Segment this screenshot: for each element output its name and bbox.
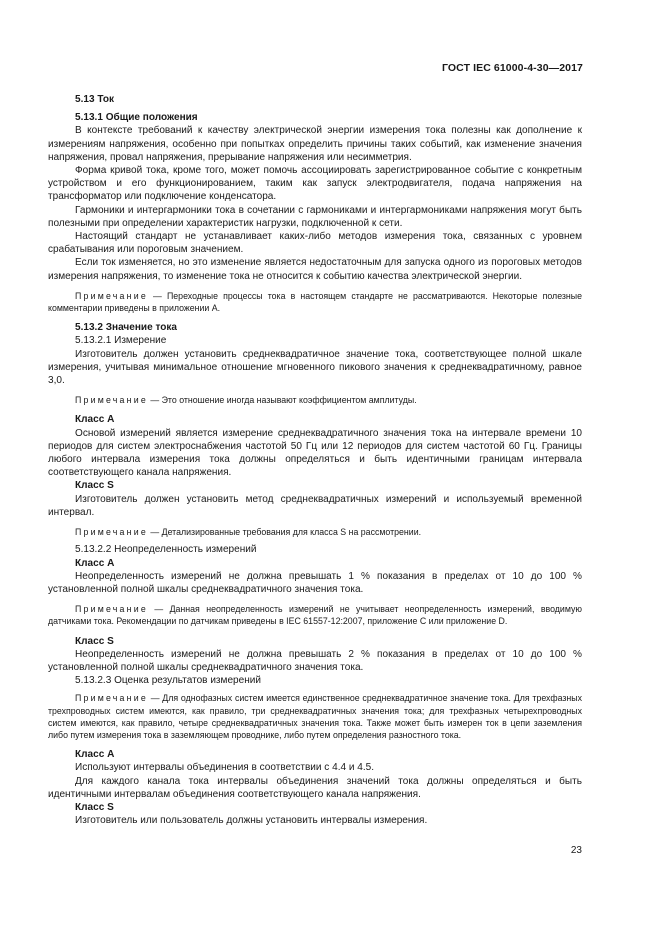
class-heading: Класс S (75, 480, 114, 492)
note-text: — Для однофазных систем имеется единственное среднеквадратичное значение тока. Для трехфазных трехпроводных систем имеются, как правило, три среднеквадратичных значения тока; для трехфазных четырехпроводных систем имеются, как правило, четыре среднеквадратичных значения тока. Также может быть измерен ток в цепи заземления либо путем измерения тока в заземляющем проводнике, либо путем определения разностного тока. (48, 693, 582, 740)
note-label: Примечание (75, 290, 148, 301)
note (48, 394, 582, 406)
subsection-title: 5.13.1 Общие положения (75, 112, 198, 124)
paragraph: Изготовитель должен установить метод среднеквадратичных измерений и используемый временной интервал. (48, 493, 582, 518)
note (48, 290, 582, 314)
paragraph: В контексте требований к качеству электрической энергии измерения тока полезны как дополнение к измерениям напряжения, особенно при попытках определить причины таких событий, как изменение значения напряжения, провал напряжения, прерывание напряжения или несимметрия. (48, 125, 582, 163)
paragraph: Изготовитель или пользователь должны установить интервалы измерения. (75, 815, 428, 827)
paragraph: Гармоники и интергармоники тока в сочетании с гармониками и интергармониками напряжения могут быть полезными при определении характеристик нагрузки, подключенной к сети. (48, 204, 582, 229)
note-label: Примечание (75, 604, 148, 615)
paragraph: Для каждого канала тока интервалы объединения значений тока должны определяться и быть идентичными интервалам объединения соответствующего канала напряжения. (48, 775, 582, 800)
paragraph: Неопределенность измерений не должна превышать 2 % показания в пределах от 10 до 100 % установленной полной шкалы среднеквадратичного значения тока. (48, 648, 582, 673)
note-text: — Детализированные требования для класса S на рассмотрении. (147, 527, 422, 538)
clause-title: 5.13.2.1 Измерение (75, 335, 167, 347)
paragraph: Основой измерений является измерение среднеквадратичного значения тока на интервале времени 10 периодов для систем электроснабжения частотой 50 Гц или 12 периодов для систем частотой 60 Гц. Границы любого интервала измерения тока должны определяться и быть идентичными границам интервала соответствующего канала напряжения. (48, 427, 582, 479)
page-number: 23 (570, 845, 582, 856)
note-text: — Переходные процессы тока в настоящем стандарте не рассматриваются. Некоторые полезные комментарии приведены в приложении А. (48, 290, 582, 314)
note-text: — Это отношение иногда называют коэффициентом амплитуды. (147, 395, 417, 406)
standard-header: ГОСТ IEC 61000-4-30—2017 (441, 62, 583, 74)
class-heading: Класс А (75, 749, 115, 761)
subsection-title: 5.13.2 Значение тока (75, 322, 178, 334)
class-heading: Класс А (75, 557, 115, 569)
paragraph: Форма кривой тока, кроме того, может помочь ассоциировать зарегистрированное событие с конкретным устройством и его функционированием, таким как запуск электродвигателя, подача напряжения на трансформатор или подключение конденсатора. (48, 165, 582, 203)
class-heading: Класс S (75, 635, 114, 647)
note-label: Примечание (75, 395, 148, 406)
note-label: Примечание (75, 527, 148, 538)
paragraph: Используют интервалы объединения в соответствии с 4.4 и 4.5. (75, 762, 375, 774)
page-content (48, 93, 582, 827)
note-label: Примечание (75, 693, 148, 704)
note (48, 526, 582, 538)
class-heading: Класс S (75, 801, 114, 813)
note (48, 603, 582, 627)
paragraph: Если ток изменяется, но это изменение является недостаточным для запуска одного из пороговых методов измерения напряжения, то изменение тока не относится к событию качества электрической энергии. (48, 257, 582, 282)
note (48, 692, 582, 741)
paragraph: Неопределенность измерений не должна превышать 1 % показания в пределах от 10 до 100 % установленной полной шкалы среднеквадратичного значения тока. (48, 570, 582, 595)
clause-title: 5.13.2.2 Неопределенность измерений (75, 544, 257, 556)
clause-title: 5.13.2.3 Оценка результатов измерений (75, 675, 261, 687)
paragraph: Настоящий стандарт не устанавливает каких-либо методов измерения тока, связанных с уровнем срабатывания или пороговым значением. (48, 231, 582, 256)
paragraph: Изготовитель должен установить среднеквадратичное значение тока, соответствующее полной шкале измерения, учитывая минимальное отношение мгновенного пикового значения к среднеквадратичному, равное 3,0. (48, 348, 582, 387)
section-title: 5.13 Ток (75, 94, 115, 105)
class-heading: Класс А (75, 414, 115, 426)
note-text: — Данная неопределенность измерений не учитывает неопределенность измерений, вводимую датчиками тока. Рекомендации по датчикам приведены в IEC 61557-12:2007, приложение С или приложение D. (48, 604, 582, 627)
